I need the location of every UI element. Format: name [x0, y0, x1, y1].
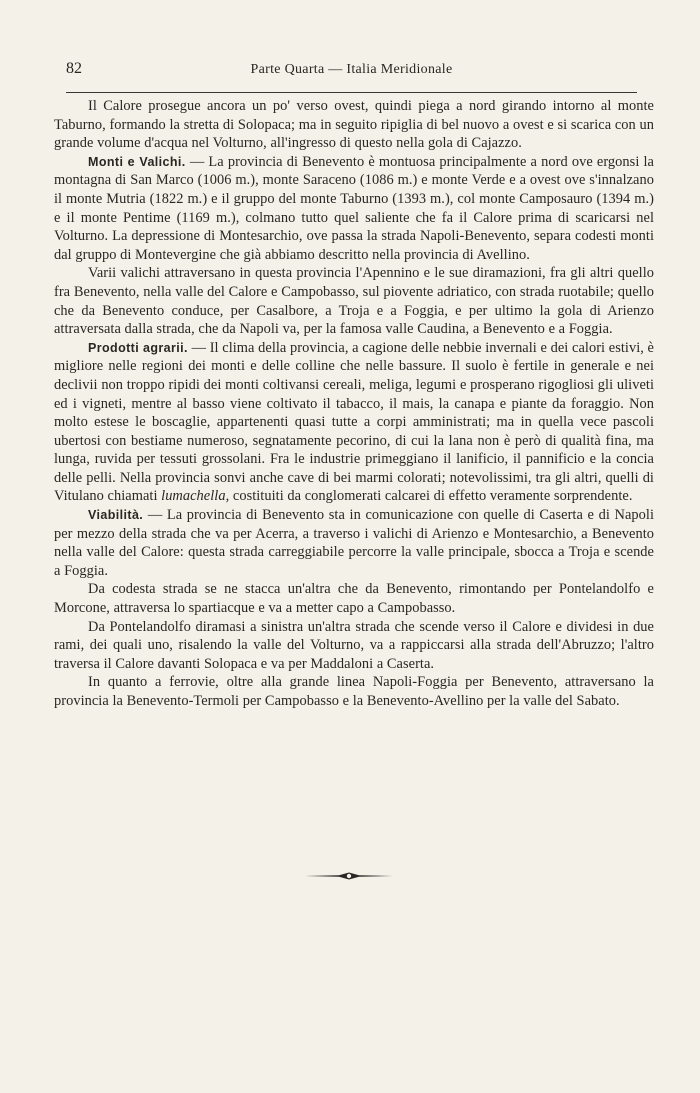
paragraph-text: — La provincia di Benevento è montuosa principalmente a nord ove ergonsi la montagna di San Marco (1006 m.), monte Saraceno (1086 m.) e monte Verde e a ovest ove s'innalzano il monte Mutria (1822 m.) e il gruppo del monte Taburno (1393 m.), col monte Camposauro (1394 m.) e il monte Pentime (1169 m.), colmano tutto quel saliente che fa il Calore prima di scaricarsi nel Volturno. La depressione di Montesarchio, ove passa la strada Napoli-Benevento, separa codesti monti dal gruppo di Montevergine che già abbiamo descritto nella provincia di Avellino. — [54, 153, 654, 263]
paragraph-text: Da Pontelandolfo diramasi a sinistra un'altra strada che scende verso il Calore e dividesi in due rami, dei quali uno, risalendo la valle del Volturno, va a rappiccarsi alla strada dell'Abruzzo; l'altro traversa il Calore davanti Solopaca e va per Maddaloni a Caserta. — [54, 618, 654, 672]
paragraph-calore — [54, 97, 654, 153]
section-end-ornament — [303, 868, 395, 884]
page-number: 82 — [66, 60, 82, 77]
paragraph-text: — La provincia di Benevento sta in comunicazione con quelle di Caserta e di Napoli per mezzo della strada che va per Acerra, a traverso i valichi di Arienzo e Montesarchio, a Benevento nella valle del Calore: questa strada carreggiabile percorre la valle principale, sbocca a Troja e scende a Foggia. — [54, 507, 654, 579]
section-heading-viabilita: Viabilità. — [88, 508, 144, 523]
section-heading-monti: Monti e Valichi. — [88, 154, 186, 169]
paragraph-monti-e-valichi — [54, 153, 654, 265]
paragraph-text: — Il clima della provincia, a cagione delle nebbie invernali e dei calori estivi, è migliore nelle regioni dei monti e delle colline che nelle bassure. Il suolo è fertile in generale e nei declivii non troppo ripidi dei monti coltivansi cereali, meliga, legumi e prosperano rigogliosi gli uliveti ed i vigneti, mentre al basso viene coltivato il tabacco, il mais, la canapa e piante da foraggio. Non molto estese le boscaglie, appartenenti quasi tutte a corpi amministrati; ma in quella vece pascoli ubertosi con bestiame numeroso, segnatamente pecorino, di cui la lana non è però di qualità fina, ma lunga, ruvida per tessuti grossolani. Fra le industrie primeggiano il lanificio, il pannificio e la concia delle pelli. Nella provincia sonvi anche cave di bei marmi colorati; notevolissimi, tra gli altri, quelli di Vitulano chiamati — [54, 339, 654, 505]
italic-term: lumachella, — [161, 488, 230, 505]
section-heading-prodotti: Prodotti agrarii. — [88, 340, 188, 355]
paragraph-valichi — [54, 264, 654, 338]
text-body — [54, 97, 654, 711]
paragraph-viabilita — [54, 506, 654, 580]
paragraph-pontelandolfo — [54, 618, 654, 674]
paragraph-text: Il Calore prosegue ancora un po' verso ovest, quindi piega a nord girando intorno al monte Taburno, formando la stretta di Solopaca; ma in seguito ripiglia di bel nuovo a ovest e si scarica con un grande volume d'acqua nel Volturno, all'ingresso di questo nella gola di Cajazzo. — [54, 98, 654, 152]
paragraph-text-continued: costituiti da conglomerati calcarei di effetto veramente sorprendente. — [229, 488, 633, 505]
paragraph-ferrovie — [54, 673, 654, 710]
header-rule — [66, 92, 637, 93]
page-header — [66, 60, 637, 86]
paragraph-text: Da codesta strada se ne stacca un'altra che da Benevento, rimontando per Pontelandolfo e Morcone, attraversa lo spartiacque e va a metter capo a Campobasso. — [54, 581, 654, 617]
paragraph-text: In quanto a ferrovie, oltre alla grande linea Napoli-Foggia per Benevento, attraversano la provincia la Benevento-Termoli per Campobasso e la Benevento-Avellino per la valle del Sabato. — [54, 674, 654, 709]
paragraph-prodotti-agrarii — [54, 339, 654, 506]
running-title: Parte Quarta — Italia Meridionale — [250, 62, 453, 77]
paragraph-text: Varii valichi attraversano in questa provincia l'Apennino e le sue diramazioni, fra gli altri quello fra Benevento, nella valle del Calore e Campobasso, sul piovente adriatico, con strada ruotabile; quello che da Benevento conduce, per Casalbore, a Troja e a Foggia, e per ultimo la gola di Arienzo attraversata dalla strada, che da Napoli va, per la famosa valle Caudina, a Benevento e a Foggia. — [54, 265, 654, 338]
paragraph-strada-campobasso — [54, 580, 654, 617]
